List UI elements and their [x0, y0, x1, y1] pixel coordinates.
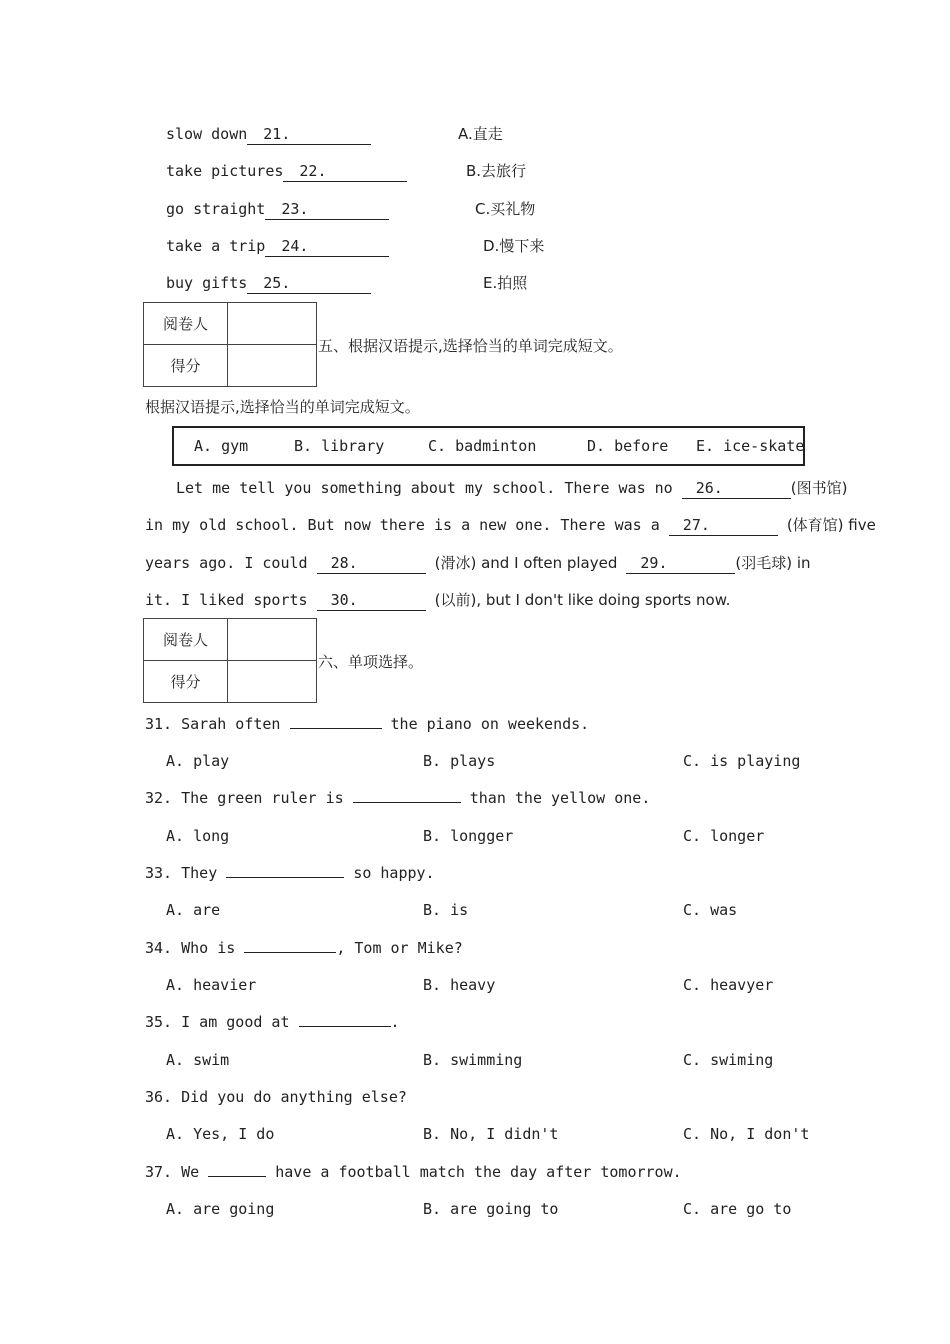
answer-blank[interactable] — [208, 1176, 266, 1177]
question-stem: 34. Who is , Tom or Mike? — [145, 939, 463, 957]
score-field[interactable] — [228, 661, 317, 703]
score-label: 得分 — [144, 345, 228, 387]
grader-field[interactable] — [228, 303, 317, 345]
section-instruction: 根据汉语提示,选择恰当的单词完成短文。 — [145, 398, 420, 416]
option-a[interactable]: A. play — [166, 752, 230, 770]
answer-blank[interactable]: 23. — [265, 199, 389, 220]
option-a[interactable]: A. long — [166, 827, 230, 845]
word-bank — [172, 426, 805, 466]
answer-blank[interactable]: 24. — [265, 236, 389, 257]
answer-blank[interactable] — [353, 802, 461, 803]
option-a[interactable]: A. swim — [166, 1051, 230, 1069]
question-stem: 37. We have a football match the day after tomorrow. — [145, 1163, 682, 1181]
grader-label: 阅卷人 — [144, 619, 228, 661]
word-option: D. before — [587, 437, 669, 455]
word-option: A. gym — [194, 437, 249, 455]
answer-blank[interactable]: 26. — [682, 478, 791, 499]
matching-option: B.去旅行 — [466, 162, 527, 180]
option-c[interactable]: C. is playing — [683, 752, 801, 770]
answer-blank[interactable]: 21. — [247, 124, 371, 145]
question-stem: 32. The green ruler is than the yellow one. — [145, 789, 651, 807]
option-a[interactable]: A. Yes, I do — [166, 1125, 275, 1143]
matching-item: take a trip 24. — [166, 236, 389, 257]
word-option: C. badminton — [428, 437, 537, 455]
option-b[interactable]: B. is — [423, 901, 469, 919]
option-c[interactable]: C. are go to — [683, 1200, 792, 1218]
grader-field[interactable] — [228, 619, 317, 661]
section-heading: 五、根据汉语提示,选择恰当的单词完成短文。 — [318, 337, 623, 355]
question-stem: 31. Sarah often the piano on weekends. — [145, 715, 590, 733]
answer-blank[interactable] — [290, 728, 382, 729]
answer-blank[interactable] — [244, 952, 336, 953]
word-option: B. library — [294, 437, 385, 455]
section-heading: 六、单项选择。 — [318, 653, 424, 671]
answer-blank[interactable]: 28. — [317, 553, 426, 574]
option-c[interactable]: C. swiming — [683, 1051, 774, 1069]
option-c[interactable]: C. No, I don't — [683, 1125, 810, 1143]
matching-option: C.买礼物 — [475, 200, 536, 218]
option-a[interactable]: A. heavier — [166, 976, 257, 994]
matching-item: take pictures 22. — [166, 161, 407, 182]
answer-blank[interactable] — [226, 877, 344, 878]
option-b[interactable]: B. plays — [423, 752, 496, 770]
question-stem: 33. They so happy. — [145, 864, 435, 882]
option-c[interactable]: C. longer — [683, 827, 765, 845]
score-label: 得分 — [144, 661, 228, 703]
answer-blank[interactable]: 29. — [626, 553, 735, 574]
passage-line: years ago. I could 28. (滑冰) and I often played 29. (羽毛球) in — [145, 554, 811, 572]
word-option: E. ice-skate — [696, 437, 805, 455]
option-b[interactable]: B. swimming — [423, 1051, 523, 1069]
matching-option: D.慢下来 — [483, 237, 545, 255]
score-field[interactable] — [228, 345, 317, 387]
option-a[interactable]: A. are going — [166, 1200, 275, 1218]
passage-line: it. I liked sports 30. (以前), but I don't like doing sports now. — [145, 591, 731, 609]
answer-blank[interactable]: 22. — [283, 161, 407, 182]
answer-blank[interactable] — [299, 1026, 391, 1027]
answer-blank[interactable]: 30. — [317, 590, 426, 611]
option-c[interactable]: C. heavyer — [683, 976, 774, 994]
matching-option: E.拍照 — [483, 274, 528, 292]
question-stem: 35. I am good at . — [145, 1013, 400, 1031]
grader-label: 阅卷人 — [144, 303, 228, 345]
question-stem: 36. Did you do anything else? — [145, 1088, 407, 1106]
option-b[interactable]: B. are going to — [423, 1200, 559, 1218]
option-b[interactable]: B. No, I didn't — [423, 1125, 559, 1143]
option-b[interactable]: B. heavy — [423, 976, 496, 994]
option-b[interactable]: B. longger — [423, 827, 514, 845]
answer-blank[interactable]: 27. — [669, 515, 778, 536]
matching-item: go straight 23. — [166, 199, 389, 220]
matching-item: buy gifts 25. — [166, 273, 371, 294]
passage-line: Let me tell you something about my school. There was no 26. (图书馆) — [176, 479, 848, 497]
option-a[interactable]: A. are — [166, 901, 221, 919]
answer-blank[interactable]: 25. — [247, 273, 371, 294]
matching-item: slow down 21. — [166, 124, 371, 145]
option-c[interactable]: C. was — [683, 901, 738, 919]
score-box — [143, 302, 317, 387]
score-box — [143, 618, 317, 703]
matching-option: A.直走 — [458, 125, 503, 143]
passage-line: in my old school. But now there is a new one. There was a 27. (体育馆) five — [145, 516, 876, 534]
